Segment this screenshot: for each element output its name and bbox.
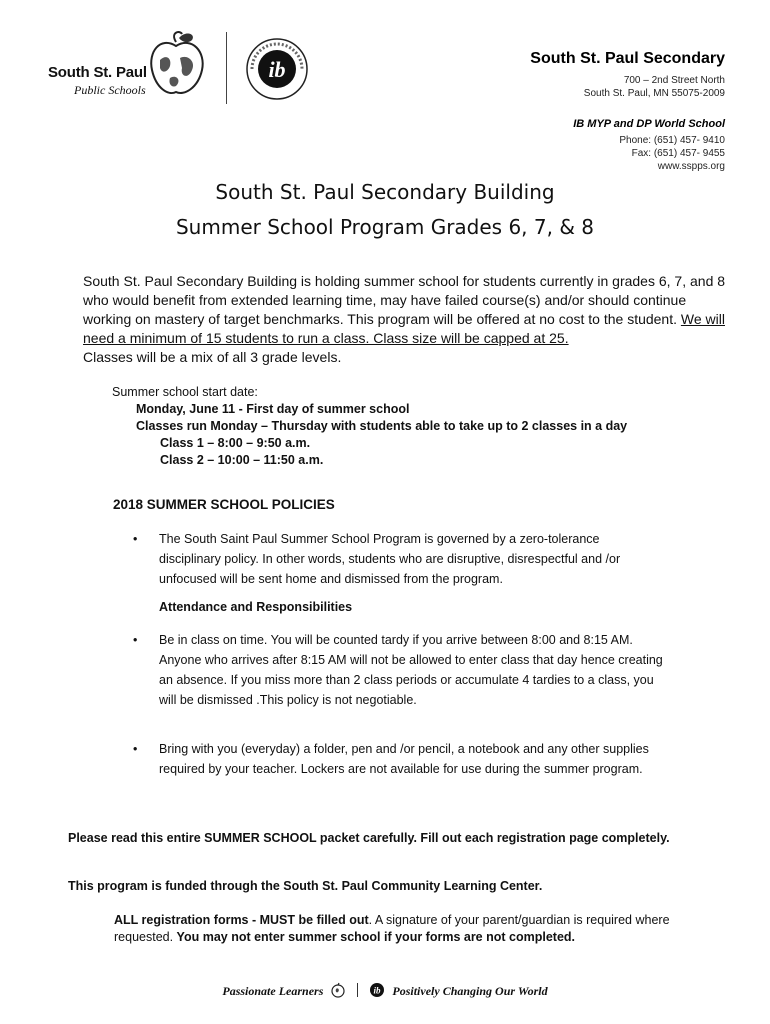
page-title-line-1: South St. Paul Secondary Building	[215, 180, 555, 204]
forms-note	[114, 912, 714, 946]
bullet-icon: •	[133, 742, 138, 756]
policy-text-3: Bring with you (everyday) a folder, pen and /or pencil, a notebook and any other supplies required by your teacher. Lockers are not available for use during the summer program.	[159, 742, 649, 776]
forms-bold: ALL registration forms - MUST be filled out	[114, 913, 369, 927]
schedule-label: Summer school start date:	[112, 385, 258, 399]
attendance-heading: Attendance and Responsibilities	[159, 600, 353, 614]
svg-text:ib: ib	[268, 57, 286, 82]
bullet-icon: •	[133, 633, 138, 647]
district-sub: Public Schools	[74, 83, 146, 97]
forms-mid: . A signature of your parent/guardian is required where requested.	[114, 913, 670, 944]
bullet-icon: •	[133, 532, 138, 546]
apple-globe-icon	[146, 30, 206, 100]
svg-text:ib: ib	[373, 985, 381, 996]
funding-note: This program is funded through the South St. Paul Community Learning Center.	[68, 879, 543, 893]
school-name: South St. Paul Secondary	[530, 50, 725, 67]
intro-paragraph	[83, 272, 728, 367]
footer-right: Positively Changing Our World	[392, 984, 548, 998]
footer-left: Passionate Learners	[222, 984, 324, 998]
ib-school-line: IB MYP and DP World School	[573, 118, 725, 130]
schedule-block	[112, 384, 627, 469]
footer-divider	[357, 983, 358, 997]
class-2-time: Class 2 – 10:00 – 11:50 a.m.	[160, 453, 324, 467]
page-title-line-2: Summer School Program Grades 6, 7, & 8	[175, 215, 595, 239]
intro-underlined: We will need a minimum of 15 students to run a class. Class size will be capped at 25.	[83, 311, 725, 346]
district-name: South St. Paul	[48, 64, 147, 81]
district-logo	[48, 30, 208, 110]
ib-icon	[369, 982, 385, 998]
policy-text-1: The South Saint Paul Summer School Program is governed by a zero-tolerance disciplinary policy. In other words, students who are disruptive, disrespectful and /or unfocused will be sent home and dismissed from the program.	[159, 532, 621, 586]
address-line-1: 700 – 2nd Street North	[623, 75, 725, 86]
fax: Fax: (651) 457- 9455	[631, 148, 725, 159]
read-packet-note: Please read this entire SUMMER SCHOOL packet carefully. Fill out each registration page completely.	[68, 831, 670, 845]
start-date: Monday, June 11 - First day of summer school	[136, 402, 410, 416]
school-contact-block	[530, 50, 725, 173]
apple-icon	[330, 982, 346, 998]
address-line-2: South St. Paul, MN 55075-2009	[583, 88, 725, 99]
policy-bullet-2	[133, 630, 663, 710]
run-days: Classes run Monday – Thursday with students able to take up to 2 classes in a day	[136, 419, 628, 433]
ib-logo-icon	[244, 36, 310, 102]
website[interactable]: www.sspps.org	[657, 161, 725, 172]
forms-bold-2: You may not enter summer school if your forms are not completed.	[176, 930, 576, 944]
policy-bullet-3	[133, 739, 663, 779]
header-divider	[226, 32, 227, 104]
intro-text: South St. Paul Secondary Building is holding summer school for students currently in grades 6, 7, and 8 who would benefit from extended learning time, may have failed course(s) and/or should continue working on mastery of target benchmarks. This program will be offered at no cost to the student.	[83, 273, 726, 327]
class-1-time: Class 1 – 8:00 – 9:50 a.m.	[160, 436, 311, 450]
policy-bullet-1	[133, 529, 663, 589]
intro-tail: Classes will be a mix of all 3 grade levels.	[83, 349, 342, 365]
policies-heading: 2018 SUMMER SCHOOL POLICIES	[113, 497, 335, 512]
policy-text-2: Be in class on time. You will be counted tardy if you arrive between 8:00 and 8:15 AM. Anyone who arrives after 8:15 AM will not be allowed to enter class that day hence creating an absence. If you miss more than 2 class periods or accumulate 4 tardies to a class, you will be dismissed .This policy is not negotiable.	[159, 633, 663, 707]
footer-tagline	[0, 982, 770, 999]
phone: Phone: (651) 457- 9410	[619, 135, 725, 146]
